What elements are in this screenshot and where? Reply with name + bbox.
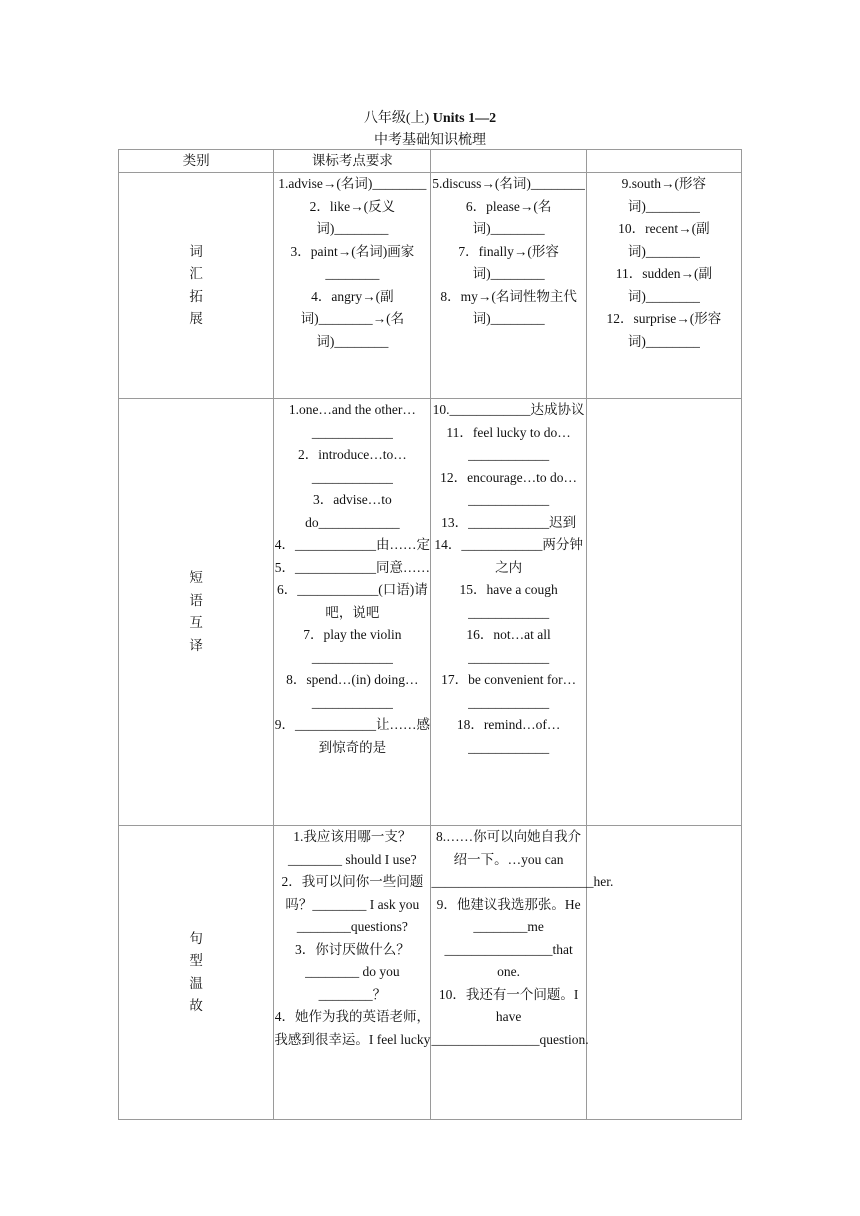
table-row: [119, 173, 742, 399]
header-requirements: 课标考点要求: [274, 150, 431, 173]
header-col3: [431, 150, 586, 173]
list-item: 9．____________让……感到惊奇的是: [274, 717, 430, 755]
list-item: 10．recent→(副词)________: [618, 221, 710, 259]
category-cell: [119, 399, 274, 826]
category-cell: [119, 826, 274, 1120]
list-item: 9．他建议我选那张。He ________me ________________that one.: [436, 896, 581, 979]
category-char: 故: [189, 998, 203, 1013]
list-item: 5.discuss→(名词)________: [432, 176, 585, 191]
table-row: [119, 399, 742, 826]
knowledge-table: [118, 149, 742, 1120]
sentence-col-2: [431, 826, 614, 1120]
phrase-col-1: [274, 399, 431, 826]
category-char: 译: [189, 637, 203, 653]
vocab-col-3: [586, 173, 741, 399]
vocab-col-1: [274, 173, 431, 399]
list-item: 10．我还有一个问题。I have ________________question.: [431, 986, 589, 1047]
list-item: 12．surprise→(形容词)________: [606, 311, 722, 349]
list-item: 2．like→(反义词)________: [309, 198, 396, 236]
category-cell: [119, 173, 274, 399]
category-char: 型: [189, 953, 203, 968]
list-item: 8．spend…(in) doing…____________: [286, 672, 419, 710]
list-item: 4．她作为我的英语老师，我感到很幸运。I feel lucky: [274, 1009, 431, 1047]
page-title: [0, 107, 860, 127]
list-item: 1.one…and the other…____________: [288, 402, 416, 440]
list-item: 9.south→(形容词)________: [621, 176, 707, 214]
list-item: 17．be convenient for…____________: [441, 672, 577, 710]
header-col4: [586, 150, 741, 173]
phrase-col-3: [586, 399, 741, 826]
units-label: Units 1—2: [432, 111, 497, 126]
list-item: 6．____________(口语)请吧，说吧: [276, 582, 428, 620]
list-item: 3．paint→(名词)画家________: [290, 243, 415, 281]
category-char: 语: [189, 592, 203, 608]
list-item: 4．angry→(副词)________→(名词)________: [300, 288, 405, 349]
list-item: 12．encourage…to do…____________: [440, 469, 578, 507]
list-item: 3．你讨厌做什么？________ do you ________？: [294, 941, 410, 1002]
page-subtitle: 中考基础知识梳理: [374, 133, 486, 148]
table-header-row: [119, 150, 742, 173]
list-item: 2．我可以问你一些问题吗？________ I ask you ________questions?: [281, 874, 424, 934]
grade-label: 八年级(上): [363, 111, 430, 126]
category-char: 词: [189, 243, 203, 259]
category-char: 汇: [189, 266, 203, 281]
list-item: 8.……你可以向她自我介绍一下。…you can ________________________her.: [431, 829, 614, 889]
list-item: 2．introduce…to…____________: [297, 447, 407, 485]
category-char: 短: [189, 570, 203, 585]
list-item: 11．sudden→(副词)________: [615, 266, 712, 304]
list-item: 13．____________迟到: [441, 514, 577, 530]
list-item: 7．play the violin ____________: [303, 627, 402, 665]
list-item: 18．remind…of…____________: [456, 717, 561, 755]
category-char: 互: [189, 615, 203, 630]
list-item: 5．____________同意……: [274, 559, 430, 575]
phrase-col-2: [431, 399, 586, 826]
list-item: 14．____________两分钟之内: [434, 537, 583, 575]
list-item: 10.____________达成协议: [432, 402, 585, 417]
sentence-col-3: [586, 826, 741, 1120]
list-item: 8．my→(名词性物主代词)________: [440, 288, 577, 326]
list-item: 4．____________由……定: [274, 537, 430, 552]
list-item: 6．please→(名词)________: [465, 198, 552, 236]
sentence-col-1: [274, 826, 431, 1120]
category-char: 拓: [189, 288, 203, 304]
list-item: 7．finally→(形容词)________: [458, 243, 559, 281]
category-char: 句: [189, 930, 203, 946]
vocab-col-2: [431, 173, 586, 399]
header-category: 类别: [119, 150, 274, 173]
list-item: 3．advise…to do____________: [305, 492, 400, 530]
list-item: 1.我应该用哪一支？________ should I use?: [288, 829, 417, 867]
category-char: 温: [189, 975, 203, 991]
list-item: 11．feel lucky to do…____________: [446, 424, 571, 462]
list-item: 16．not…at all ____________: [466, 627, 551, 665]
category-char: 展: [189, 311, 203, 326]
table-row: [119, 826, 742, 1120]
list-item: 1.advise→(名词)________: [278, 176, 427, 191]
list-item: 15．have a cough ____________: [459, 582, 558, 620]
